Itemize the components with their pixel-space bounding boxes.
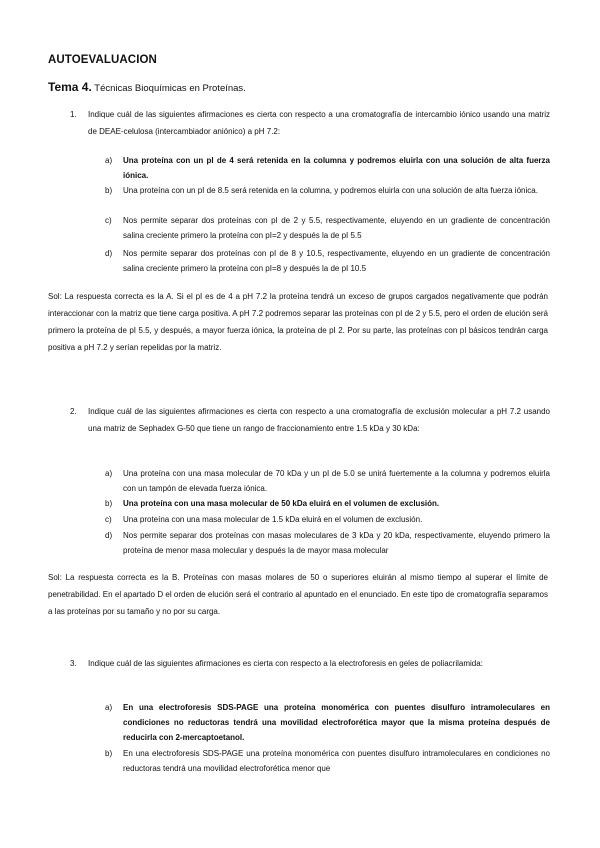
section-subtitle: Técnicas Bioquímicas en Proteínas. [94,83,246,94]
option-letter: a) [105,703,113,712]
option-letter: a) [105,156,113,165]
option-letter: b) [105,749,113,758]
option-text: Una proteína con un pI de 8.5 será retenida en la columna, y podremos eluirla con una solución de alta fuerza iónica. [123,186,538,195]
option-letter: d) [105,249,113,258]
question-number: 1. [70,110,77,119]
solution-text: Sol: La respuesta correcta es la B. Proteínas con masas molares de 50 o superiores eluirán al mismo tiempo al superar el límite de penetrabilidad. En el apartado D el orden de elución será el contrario al apuntado en el enunciado. En este tipo de cromatografía separamos a las proteínas por su tamaño y no por su carga. [48,573,548,616]
option-text: Una proteína con una masa molecular de 1.5 kDa eluirá en el volumen de exclusión. [123,515,423,524]
question-number: 2. [70,407,77,416]
option-letter: a) [105,469,113,478]
section-label: Tema 4. [48,80,92,94]
option-text: En una electroforesis SDS-PAGE una proteína monomérica con puentes disulfuro intramoleculares en condiciones no reductoras tendrá una movilidad electroforética menor que [123,749,550,773]
page-title: AUTOEVALUACION [48,54,157,66]
question-text: Indique cuál de las siguientes afirmaciones es cierta con respecto a una cromatografía de exclusión molecular a pH 7.2 usando una matriz de Sephadex G-50 que tiene un rango de fraccionamiento entre 1.5 kDa y 30 kDa: [88,407,550,433]
option-letter: b) [105,499,113,508]
question-number: 3. [70,659,77,668]
option-letter: c) [105,515,112,524]
option-letter: c) [105,216,112,225]
option-text: Nos permite separar dos proteínas con pI de 8 y 10.5, respectivamente, eluyendo en un gradiente de concentración salina creciente primero la proteína con pI=8 y después la de pI 10.5 [123,249,550,273]
option-text: Nos permite separar dos proteínas con masas moleculares de 3 kDa y 20 kDa, respectivamente, eluyendo primero la proteína de menor masa molecular y después la de mayor masa molecular [123,531,550,555]
solution-text: Sol: La respuesta correcta es la A. Si el pI es de 4 a pH 7.2 la proteína tendrá un exceso de grupos cargados negativamente que podrán interaccionar con la matriz que tiene carga positiva. A pH 7.2 podremos separar las proteínas con pI de 2 y 5.5, pero el orden de elución será primero la proteína de pI 5.5, y después, a mayor fuerza iónica, la proteína de pI 2. Por su parte, las proteínas con pI básicos tendrán carga positiva a pH 7.2 y serían repelidas por la matriz. [48,292,548,352]
option-text: Una proteína con una masa molecular de 50 kDa eluirá en el volumen de exclusión. [123,499,440,508]
option-text: Nos permite separar dos proteínas con pI de 2 y 5.5, respectivamente, eluyendo en un gradiente de concentración salina creciente primero la proteína con pI=2 y después la de pI 5.5 [123,216,550,240]
option-text: Una proteína con una masa molecular de 70 kDa y un pI de 5.0 se unirá fuertemente a la columna y podremos eluirla con un tampón de elevada fuerza iónica. [123,469,550,493]
option-text: Una proteína con un pI de 4 será retenida en la columna y podremos eluirla con una solución de alta fuerza iónica. [123,156,550,180]
section-heading [48,80,246,94]
option-text: En una electroforesis SDS-PAGE una proteína monomérica con puentes disulfuro intramoleculares en condiciones no reductoras tendrá una movilidad electroforética mayor que la misma proteína después de reducirla con 2-mercaptoetanol. [123,703,550,742]
option-letter: b) [105,186,113,195]
option-letter: d) [105,531,113,540]
question-text: Indique cuál de las siguientes afirmaciones es cierta con respecto a la electroforesis en geles de poliacrilamida: [88,659,483,668]
question-text: Indique cuál de las siguientes afirmaciones es cierta con respecto a una cromatografía de intercambio iónico usando una matriz de DEAE-celulosa (intercambiador aniónico) a pH 7.2: [88,110,550,136]
